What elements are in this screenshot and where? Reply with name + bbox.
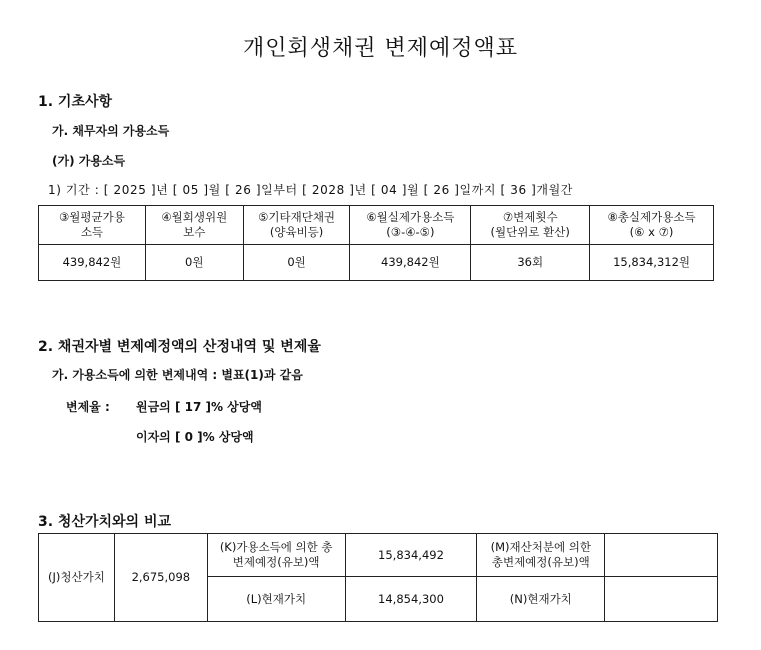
period-start-day: 26: [234, 183, 252, 197]
period-end-year-label: ]년 [: [349, 183, 377, 197]
period-start-year: 2025: [113, 183, 147, 197]
income-total-value: 15,834,492: [345, 534, 477, 577]
section2-sub-a: 가. 가용소득에 의한 변제내역 : 별표(1)과 같음: [52, 368, 303, 382]
income-header-cell: ⑤기타재단채권 (양육비등): [243, 206, 350, 245]
section1-sub-a: 가. 채무자의 가용소득: [52, 124, 170, 138]
income-table: [38, 205, 714, 281]
income-value-cell: 0원: [145, 245, 243, 281]
period-from-label: ]일부터 [: [255, 183, 308, 197]
period-months: 36: [510, 183, 527, 197]
income-table-value-row: [39, 245, 714, 281]
section1-sub-a1: (가) 가용소득: [52, 154, 126, 168]
present-value-n: [605, 577, 718, 622]
period-prefix: 1) 기간 : [: [48, 183, 110, 197]
income-value-cell: 15,834,312원: [590, 245, 714, 281]
liquidation-value: 2,675,098: [114, 534, 207, 622]
income-header-cell: ③월평균가용 소득: [39, 206, 146, 245]
section3-heading: 3. 청산가치와의 비교: [38, 514, 171, 530]
income-table-header-row: [39, 206, 714, 245]
section2-heading: 2. 채권자별 변제예정액의 산정내역 및 변제율: [38, 339, 321, 355]
liquidation-row-1: [39, 534, 718, 577]
principal-rate: 원금의 [ 17 ]% 상당액: [136, 400, 262, 414]
section1-heading: 1. 기초사항: [38, 94, 113, 110]
liquidation-table: [38, 533, 718, 622]
period-line: [48, 181, 573, 198]
period-end-day: 26: [433, 183, 450, 197]
income-value-cell: 0원: [243, 245, 350, 281]
income-value-cell: 439,842원: [39, 245, 146, 281]
property-total-label: (M)재산처분에 의한 총변제예정(유보)액: [477, 534, 605, 577]
interest-rate: 이자의 [ 0 ]% 상당액: [136, 430, 254, 444]
page-title: 개인회생채권 변제예정액표: [242, 36, 519, 61]
present-value-l-label: (L)현재가치: [207, 577, 345, 622]
property-total-value: [605, 534, 718, 577]
period-year-label: ]년 [: [150, 183, 179, 197]
period-until-label: ]일까지 [: [454, 183, 506, 197]
income-value-cell: 36회: [471, 245, 590, 281]
period-end-month: 04: [380, 183, 398, 197]
income-total-label: (K)가용소득에 의한 총 변제예정(유보)액: [207, 534, 345, 577]
income-header-cell: ⑥월실제가용소득 (③-④-⑤): [350, 206, 471, 245]
period-month-label: ]월 [: [203, 183, 231, 197]
income-header-cell: ⑧총실제가용소득 (⑥ x ⑦): [590, 206, 714, 245]
liquidation-value-label: (J)청산가치: [39, 534, 115, 622]
income-value-cell: 439,842원: [350, 245, 471, 281]
present-value-l: 14,854,300: [345, 577, 477, 622]
period-start-month: 05: [182, 183, 199, 197]
rate-label: 변제율 :: [66, 400, 110, 414]
period-end-month-label: ]월 [: [401, 183, 429, 197]
period-end-year: 2028: [311, 183, 345, 197]
period-months-label: ]개월간: [531, 183, 573, 197]
income-header-cell: ④월회생위원 보수: [145, 206, 243, 245]
income-header-cell: ⑦변제횟수 (월단위로 환산): [471, 206, 590, 245]
present-value-n-label: (N)현재가치: [477, 577, 605, 622]
